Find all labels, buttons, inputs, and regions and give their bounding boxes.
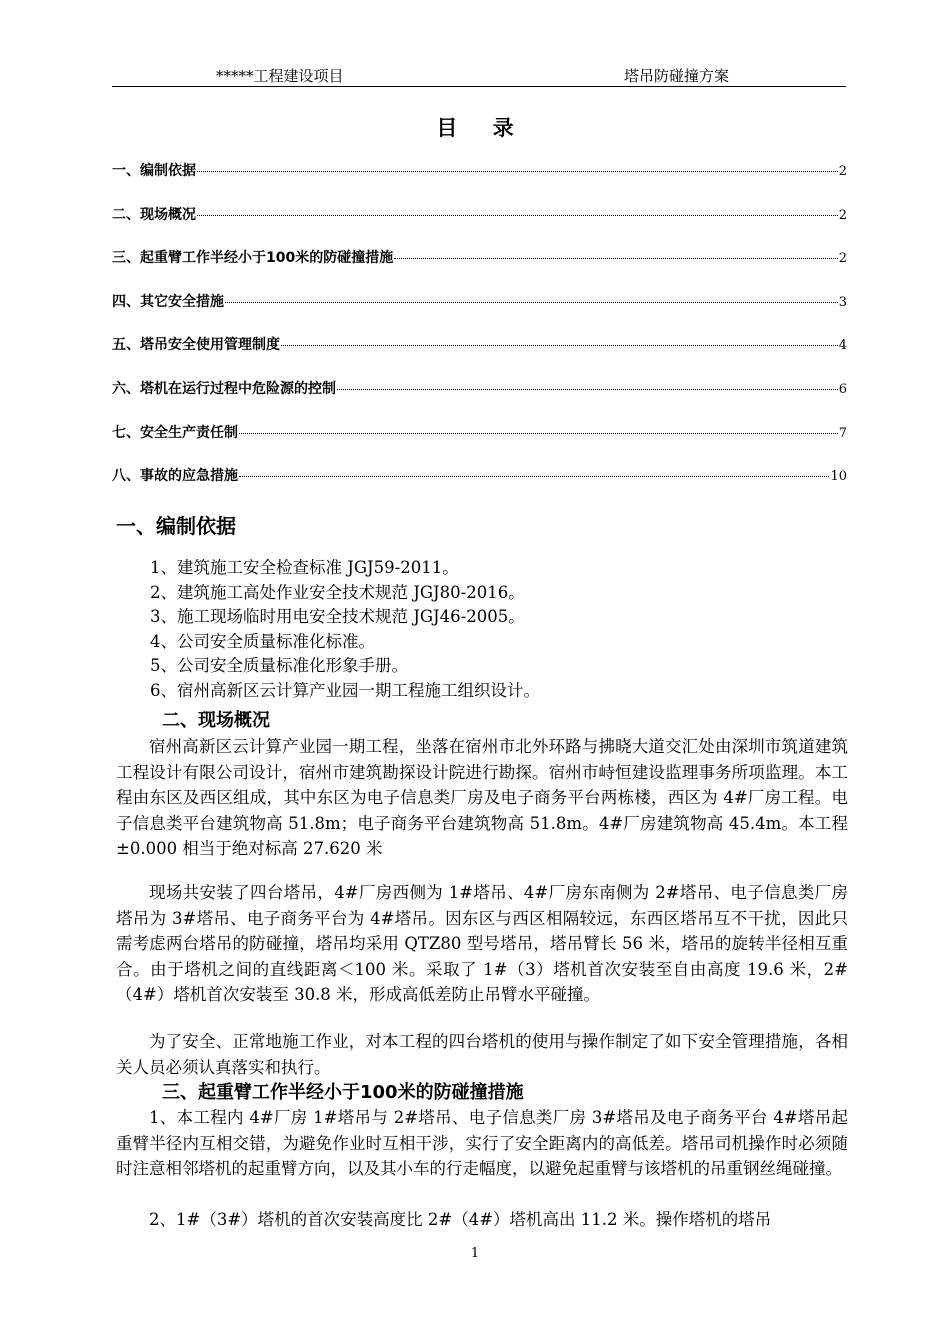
toc-leader bbox=[225, 302, 838, 303]
header-project: *****工程建设项目 bbox=[216, 67, 344, 85]
toc-leader bbox=[281, 345, 838, 346]
toc-entry-label: 七、安全生产责任制 bbox=[112, 424, 238, 441]
section1-heading: 一、编制依据 bbox=[116, 514, 236, 538]
toc-entry-page: 6 bbox=[838, 381, 847, 397]
toc-entry-page: 10 bbox=[830, 469, 847, 485]
page-number: 1 bbox=[470, 1246, 480, 1261]
toc-entry[interactable] bbox=[112, 334, 847, 378]
toc-entry-page: 3 bbox=[838, 294, 847, 310]
toc-entry[interactable] bbox=[112, 247, 847, 291]
toc-leader bbox=[394, 258, 837, 259]
list-item: 4、公司安全质量标准化标准。 bbox=[150, 631, 375, 651]
section2-paragraph: 为了安全、正常地施工作业，对本工程的四台塔机的使用与操作制定了如下安全管理措施，各相关人员必须认真落实和执行。 bbox=[116, 1032, 848, 1077]
toc-leader bbox=[337, 389, 838, 390]
section3-paragraph: 1、本工程内 4#厂房 1#塔吊与 2#塔吊、电子信息类厂房 3#塔吊及电子商务平台 4#塔吊起重臂半径内互相交错，为避免作业时互相干涉，实行了安全距离内的高低差。塔吊司机操作时必须随时注意相邻塔机的起重臂方向，以及其小车的行走幅度，以避免起重臂与该塔机的吊重钢丝绳碰撞。 bbox=[116, 1108, 848, 1179]
section2-heading: 二、现场概况 bbox=[162, 710, 270, 731]
toc-title: 目 录 bbox=[436, 116, 528, 140]
section3-paragraph: 2、1#（3#）塔机的首次安装高度比 2#（4#）塔机高出 11.2 米。操作塔机的塔吊 bbox=[149, 1210, 772, 1229]
toc-entry-label: 四、其它安全措施 bbox=[112, 293, 224, 310]
toc-entry-label: 三、起重臂工作半经小于100米的防碰撞措施 bbox=[112, 250, 394, 267]
toc-leader bbox=[197, 171, 838, 172]
toc-entry-page: 2 bbox=[838, 207, 847, 223]
list-item: 2、建筑施工高处作业安全技术规范 JGJ80-2016。 bbox=[150, 582, 525, 602]
section2-paragraph: 宿州高新区云计算产业园一期工程，坐落在宿州市北外环路与拂晓大道交汇处由深圳市筑道建筑工程设计有限公司设计，宿州市建筑勘探设计院进行勘探。宿州市峙恒建设监理事务所项监理。本工程由东区及西区组成，其中东区为电子信息类厂房及电子商务平台两栋楼，西区为 4#厂房工程。电子信息类平台建筑物高 51.8m；电子商务平台建筑物高 51.8m。4#厂房建筑物高 45.4m。本工程±0.000 相当于绝对标高 27.620 米 bbox=[116, 737, 848, 859]
toc-entry[interactable] bbox=[112, 378, 847, 422]
toc-leader bbox=[197, 215, 838, 216]
header-doc-title: 塔吊防碰撞方案 bbox=[624, 67, 730, 85]
toc-entry[interactable] bbox=[112, 204, 847, 248]
toc-entry-label: 一、编制依据 bbox=[112, 163, 196, 179]
section3-heading: 三、起重臂工作半经小于100米的防碰撞措施 bbox=[162, 1082, 524, 1103]
toc-entry-label: 八、事故的应急措施 bbox=[112, 468, 238, 485]
toc-entry[interactable] bbox=[112, 422, 847, 466]
toc-entry-page: 2 bbox=[838, 251, 847, 267]
toc-leader bbox=[239, 476, 829, 477]
toc-entry-page: 4 bbox=[838, 338, 847, 354]
toc-entry[interactable] bbox=[112, 291, 847, 335]
toc-leader bbox=[239, 433, 838, 434]
toc-entry-label: 六、塔机在运行过程中危险源的控制 bbox=[112, 380, 336, 397]
page-header bbox=[112, 62, 846, 87]
toc-entry[interactable] bbox=[112, 465, 847, 509]
list-item: 5、公司安全质量标准化形象手册。 bbox=[150, 656, 408, 675]
toc-entry-label: 五、塔吊安全使用管理制度 bbox=[112, 337, 280, 354]
list-item: 6、宿州高新区云计算产业园一期工程施工组织设计。 bbox=[150, 680, 540, 700]
section2-paragraph: 现场共安装了四台塔吊，4#厂房西侧为 1#塔吊、4#厂房东南侧为 2#塔吊、电子信息类厂房塔吊为 3#塔吊、电子商务平台为 4#塔吊。因东区与西区相隔较远，东西区塔吊互不干扰，因此只需考虑两台塔吊的防碰撞，塔吊均采用 QTZ80 型号塔吊，塔吊臂长 56 米，塔吊的旋转半径相互重合。由于塔机之间的直线距离＜100 米。采取了 1#（3）塔机首次安装至自由高度 19.6 米，2#（4#）塔机首次安装至 30.8 米，形成高低差防止吊臂水平碰撞。 bbox=[116, 883, 848, 1005]
table-of-contents bbox=[112, 160, 847, 509]
section1-list bbox=[150, 556, 540, 703]
toc-entry[interactable] bbox=[112, 160, 847, 204]
toc-entry-page: 7 bbox=[838, 425, 847, 441]
toc-entry-page: 2 bbox=[838, 164, 847, 179]
toc-entry-label: 二、现场概况 bbox=[112, 206, 196, 223]
list-item: 3、施工现场临时用电安全技术规范 JGJ46-2005。 bbox=[150, 607, 525, 626]
list-item: 1、建筑施工安全检查标准 JGJ59-2011。 bbox=[150, 558, 459, 577]
